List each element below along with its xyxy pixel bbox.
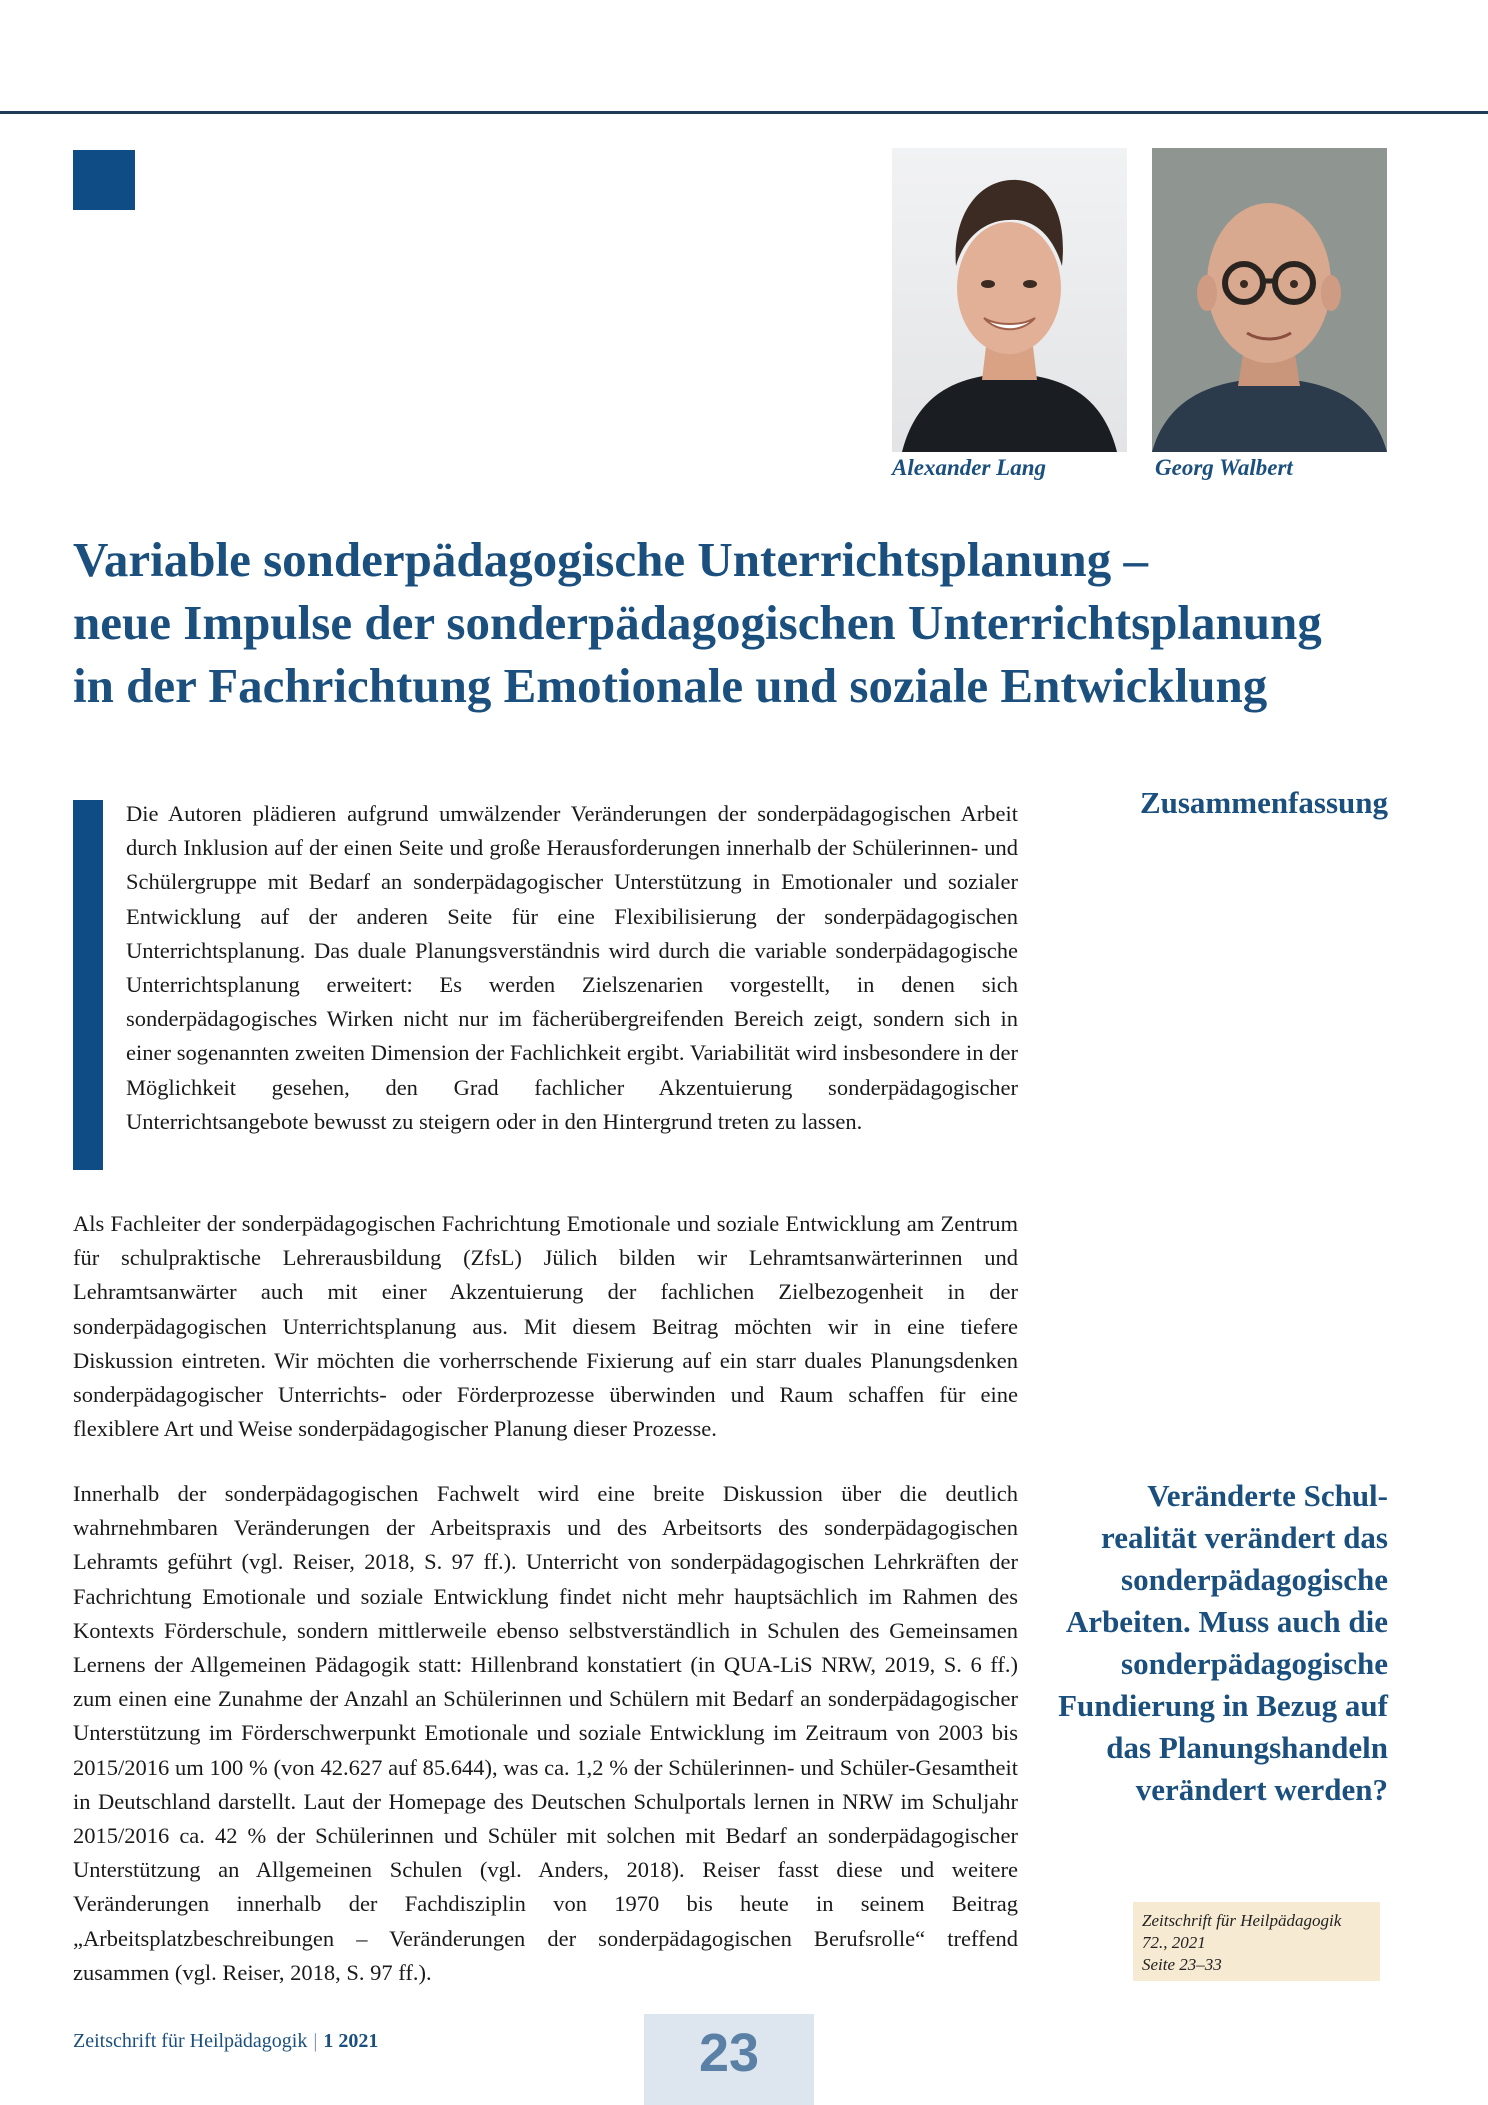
pull-quote	[1008, 1475, 1388, 1811]
body-paragraph: Als Fachleiter der sonderpädagogischen Fachrichtung Emotionale und soziale Entwicklung am Zentrum für schulpraktische Lehrerausbildung (ZfsL) Jülich bilden wir Lehramtsanwärterinnen und Lehramtsanwärter auch mit einer Akzentuierung der fachlichen Zielbezogenheit in der sonderpädagogischen Unterrichtsplanung aus. Mit diesem Beitrag möchten wir in eine tiefere Diskussion eintreten. Wir möchten die vorherrschende Fixierung auf ein starr duales Planungsdenken sonderpädagogischer Unterrichts- oder Förderprozesse überwinden und Raum schaffen für eine flexiblere Art und Weise sonderpädagogischer Planung dieser Prozesse.	[73, 1211, 1018, 1442]
footer-journal	[73, 2030, 378, 2053]
title-line: in der Fachrichtung Emotionale und soziale Entwicklung	[73, 658, 1268, 713]
author-photo-georg-walbert	[1152, 148, 1387, 452]
pull-quote-line: Arbeiten. Muss auch die	[1065, 1604, 1388, 1639]
article-title	[73, 528, 1413, 717]
author-caption: Alexander Lang	[892, 455, 1046, 480]
citation-box	[1133, 1902, 1380, 1981]
page-number-box	[644, 2014, 814, 2105]
abstract-heading: Zusammenfassung	[1139, 785, 1388, 820]
footer-journal-name: Zeitschrift für Heilpädagogik	[73, 2030, 308, 2052]
pull-quote-line: realität verändert das	[1101, 1520, 1388, 1555]
title-line: Variable sonderpädagogische Unterrichtsplanung –	[73, 532, 1148, 587]
author-photo-alexander-lang	[892, 148, 1127, 452]
top-rule	[0, 111, 1488, 114]
citation-volume: 72., 2021	[1142, 1933, 1206, 1952]
title-line: neue Impulse der sonderpädagogischen Unterrichtsplanung	[73, 595, 1322, 650]
pull-quote-line: sonderpädagogische	[1121, 1562, 1388, 1597]
footer-issue: 1 2021	[323, 2030, 379, 2052]
page-number: 23	[698, 2023, 760, 2083]
pull-quote-line: Veränderte Schul-	[1147, 1478, 1388, 1513]
citation-journal: Zeitschrift für Heilpädagogik	[1142, 1911, 1342, 1930]
footer-separator: |	[313, 2030, 318, 2052]
body-paragraph: Innerhalb der sonderpädagogischen Fachwelt wird eine breite Diskussion über die deutlich wahrnehmbaren Veränderungen der Arbeitspraxis und des Arbeitsorts des sonderpädagogischen Lehramts geführt (vgl. Reiser, 2018, S. 97 ff.). Unterricht von sonderpädagogischen Lehrkräften der Fachrichtung Emotionale und soziale Entwicklung findet nicht mehr hauptsächlich im Rahmen des Kontexts Förderschule, sondern mittlerweile ebenso selbstverständlich in Schulen des Gemeinsamen Lernens der Allgemeinen Pädagogik statt: Hillenbrand konstatiert (in QUA-LiS NRW, 2019, S. 6 ff.) zum einen eine Zunahme der Anzahl an Schülerinnen und Schülern mit Bedarf an sonderpädagogischer Unterstützung im Förderschwerpunkt Emotionale und soziale Entwicklung im Zeitraum von 2003 bis 2015/2016 um 100 % (von 42.627 auf 85.644), was ca. 1,2 % der Schülerinnen- und Schüler-Gesamtheit in Deutschland darstellt. Laut der Homepage des Deutschen Schulportals lernen in NRW im Schuljahr 2015/2016 ca. 42 % der Schülerinnen und Schüler mit solchen mit Bedarf an sonderpädagogischer Unterstützung an Allgemeinen Schulen (vgl. Anders, 2018). Reiser fasst diese und weitere Veränderungen innerhalb der Fachdisziplin von 1970 bis heute in seinem Beitrag „Arbeitsplatzbeschreibungen – Veränderungen der sonderpädagogischen Berufsrolle“ treffend zusammen (vgl. Reiser, 2018, S. 97 ff.).	[73, 1481, 1018, 1985]
pull-quote-line: Fundierung in Bezug auf	[1058, 1688, 1388, 1723]
section-marker-square	[73, 150, 135, 210]
author-caption: Georg Walbert	[1155, 455, 1293, 480]
abstract-text: Die Autoren plädieren aufgrund umwälzender Veränderungen der sonderpädagogischen Arbeit durch Inklusion auf der einen Seite und große Herausforderungen innerhalb der Schülerinnen- und Schülergruppe mit Bedarf an sonderpädagogischer Unterstützung in Emotionaler und sozialer Entwicklung auf der anderen Seite für eine Flexibilisierung der sonderpädagogischen Unterrichtsplanung. Das duale Planungsverständnis wird durch die variable sonderpädagogische Unterrichtsplanung erweitert: Es werden Zielszenarien vorgestellt, in denen sich sonderpädagogisches Wirken nicht nur im fächerübergreifenden Bereich zeigt, sondern sich in einer sogenannten zweiten Dimension der Fachlichkeit ergibt. Variabilität wird insbesondere in der Möglichkeit gesehen, den Grad fachlicher Akzentuierung sonderpädagogischer Unterrichtsangebote bewusst zu steigern oder in den Hintergrund treten zu lassen.	[126, 801, 1018, 1134]
pull-quote-line: verändert werden?	[1135, 1772, 1388, 1807]
citation-pages: Seite 23–33	[1142, 1955, 1222, 1974]
pull-quote-line: das Planungshandeln	[1106, 1730, 1388, 1765]
pull-quote-line: sonderpädagogische	[1121, 1646, 1388, 1681]
abstract-bar	[73, 800, 103, 1170]
